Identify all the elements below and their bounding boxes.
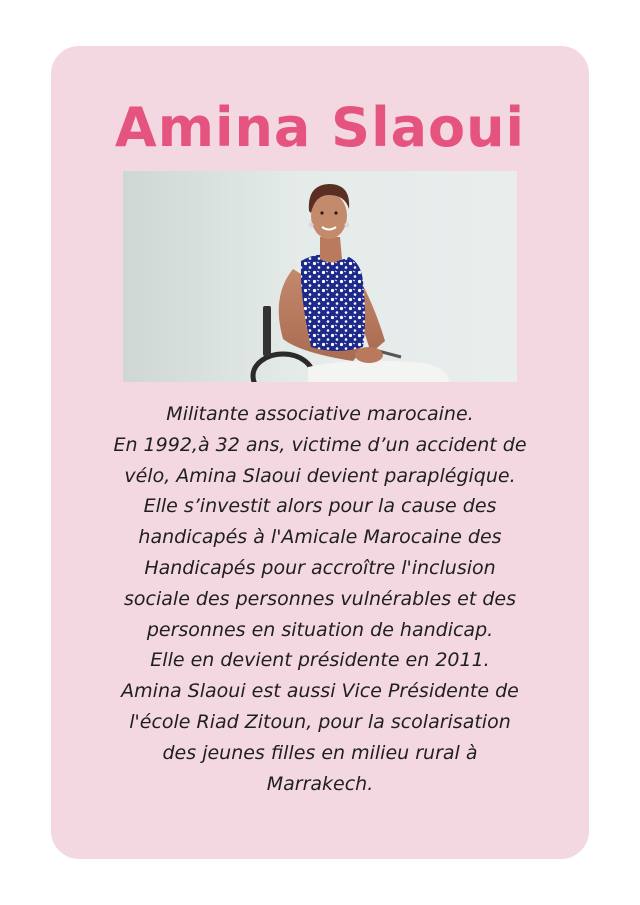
bio-line: vélo, Amina Slaoui devient paraplégique. — [124, 464, 516, 487]
bio-line: Elle en devient présidente en 2011. — [150, 649, 490, 672]
bio-line: personnes en situation de handicap. — [146, 618, 494, 641]
bio-line: Amina Slaoui est aussi Vice Présidente de — [121, 680, 519, 703]
bio-line: sociale des personnes vulnérables et des — [124, 587, 516, 610]
bio-line: des jeunes filles en milieu rural à — [162, 741, 478, 764]
bio-line: Elle s’investit alors pour la cause des — [143, 495, 497, 518]
bio-line: l'école Riad Zitoun, pour la scolarisation — [129, 710, 511, 733]
bio-line: Marrakech. — [266, 772, 374, 795]
bio-text — [80, 399, 560, 799]
card-title: Amina Slaoui — [114, 96, 526, 159]
bio-line: Militante associative marocaine. — [166, 403, 474, 425]
bio-line: handicapés à l'Amicale Marocaine des — [138, 526, 502, 549]
bio-line: Handicapés pour accroître l'inclusion — [144, 556, 496, 579]
bio-line: En 1992,à 32 ans, victime d’un accident de — [113, 433, 527, 456]
portrait-photo — [123, 171, 517, 382]
